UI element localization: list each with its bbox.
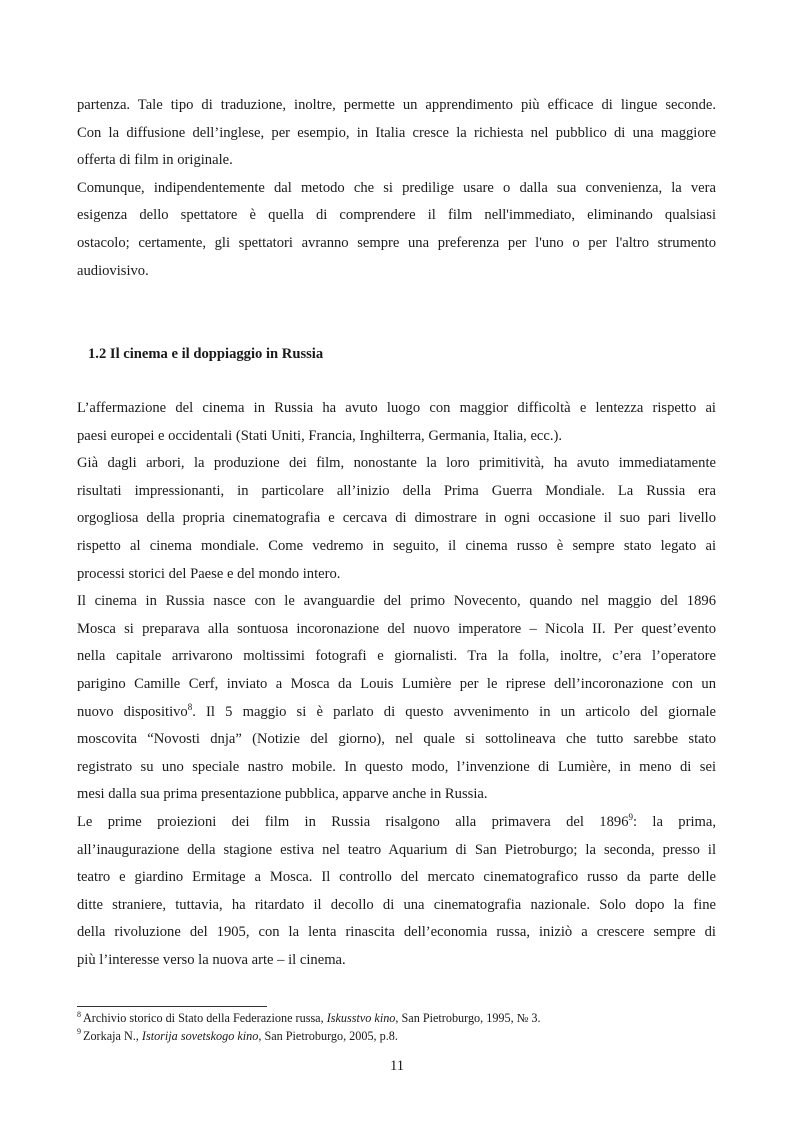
footnote-text: , San Pietroburgo, 1995, № 3. (395, 1011, 541, 1025)
text-line: risultati impressionanti, in particolare all’inizio della Prima Guerra Mondiale. La Russia era (77, 482, 716, 499)
text-fragment: : la prima, (633, 813, 716, 830)
text-line (77, 809, 716, 837)
text-line: nella capitale arrivarono moltissimi fotografi e giornalisti. Tra la folla, inoltre, c’era l’operatore (77, 648, 716, 665)
footnote-separator (77, 1006, 267, 1007)
text-line: partenza. Tale tipo di traduzione, inoltre, permette un apprendimento più efficace di lingue seconde. (77, 97, 716, 113)
text-line: ditte straniere, tuttavia, ha ritardato il decollo di una cinematografia nazionale. Solo dopo la fine (77, 896, 716, 913)
text-line: L’affermazione del cinema in Russia ha avuto luogo con maggior difficoltà e lentezza rispetto ai (77, 400, 716, 416)
text-line: esigenza dello spettatore è quella di comprendere il film nell'immediato, eliminando qualsiasi (77, 207, 716, 224)
text-block-top (77, 92, 716, 285)
text-line: moscovita “Novosti dnja” (Notizie del giorno), nel quale si sottolineava che tutto sarebbe stato (77, 731, 716, 748)
text-line: della rivoluzione del 1905, con la lenta rinascita dell’economia russa, iniziò a crescere sempre di (77, 924, 716, 941)
page-number: 11 (389, 1058, 405, 1074)
text-fragment: Le prime proiezioni dei film in Russia risalgono alla primavera del 1896 (77, 813, 629, 830)
text-block-body (77, 395, 716, 974)
text-line: processi storici del Paese e del mondo intero. (77, 565, 341, 582)
text-line: all’inaugurazione della stagione estiva nel teatro Aquarium di San Pietroburgo; la seconda, presso il (77, 841, 716, 858)
footnote-ref-9[interactable]: 9 (628, 812, 633, 823)
text-line: teatro e giardino Ermitage a Mosca. Il controllo del mercato cinematografico russo da parte delle (77, 869, 716, 886)
text-line: registrato su uno speciale nastro mobile. In questo modo, l’invenzione di Lumière, in meno di sei (77, 758, 716, 775)
footnote-text: Archivio storico di Stato della Federazione russa, (83, 1011, 327, 1025)
text-line: più l’interesse verso la nuova arte – il cinema. (77, 951, 346, 968)
footnote-text: , San Pietroburgo, 2005, p.8. (258, 1028, 398, 1043)
footnote-9 (77, 1028, 716, 1046)
text-line: rispetto al cinema mondiale. Come vedremo in seguito, il cinema russo è sempre stato legato ai (77, 537, 716, 554)
text-line: orgogliosa della propria cinematografia e cercava di dimostrare in ogni occasione il suo pari livello (77, 510, 716, 527)
paragraph-method (77, 175, 716, 285)
footnote-8 (77, 1010, 716, 1028)
footnotes (77, 1010, 716, 1045)
text-line: paesi europei e occidentali (Stati Uniti, Francia, Inghilterra, Germania, Italia, ecc.). (77, 427, 563, 444)
footnote-title: Istorija sovetskogo kino (141, 1028, 259, 1043)
text-line: Il cinema in Russia nasce con le avanguardie del primo Novecento, quando nel maggio del 1896 (77, 593, 716, 610)
paragraph-arbori (77, 450, 716, 588)
paragraph-affermazione (77, 395, 716, 450)
text-line: offerta di film in originale. (77, 152, 233, 169)
paragraph-proiezioni (77, 809, 716, 975)
text-line: ostacolo; certamente, gli spettatori avranno sempre una preferenza per l'uno o per l'altro strumento (77, 234, 716, 251)
footnote-title: Iskusstvo kino (326, 1011, 396, 1025)
text-fragment: nuovo dispositivo (77, 703, 188, 720)
text-fragment: . Il 5 maggio si è parlato di questo avvenimento in un articolo del giornale (192, 703, 716, 720)
text-line (77, 699, 716, 727)
text-line: mesi dalla sua prima presentazione pubblica, apparve anche in Russia. (77, 786, 488, 803)
text-line: Già dagli arbori, la produzione dei film, nonostante la loro primitività, ha avuto immediatamente (77, 455, 716, 472)
footnote-text: Zorkaja N., (83, 1028, 142, 1043)
footnote-ref-8[interactable]: 8 (187, 701, 193, 712)
text-line: Comunque, indipendentemente dal metodo che si predilige usare o dalla sua convenienza, la vera (77, 179, 716, 196)
paragraph-continuation (77, 92, 716, 175)
footnote-number: 9 (77, 1027, 81, 1037)
section-heading: 1.2 Il cinema e il doppiaggio in Russia (88, 346, 324, 362)
text-line: audiovisivo. (77, 262, 149, 279)
text-line: Mosca si preparava alla sontuosa incoronazione del nuovo imperatore – Nicola II. Per quest’evento (77, 620, 716, 637)
footnote-number: 8 (77, 1009, 81, 1019)
paragraph-novecento (77, 588, 716, 809)
text-line: Con la diffusione dell’inglese, per esempio, in Italia cresce la richiesta nel pubblico di una maggiore (77, 124, 716, 141)
text-line: parigino Camille Cerf, inviato a Mosca da Louis Lumière per le riprese dell’incoronazione con un (77, 675, 716, 692)
